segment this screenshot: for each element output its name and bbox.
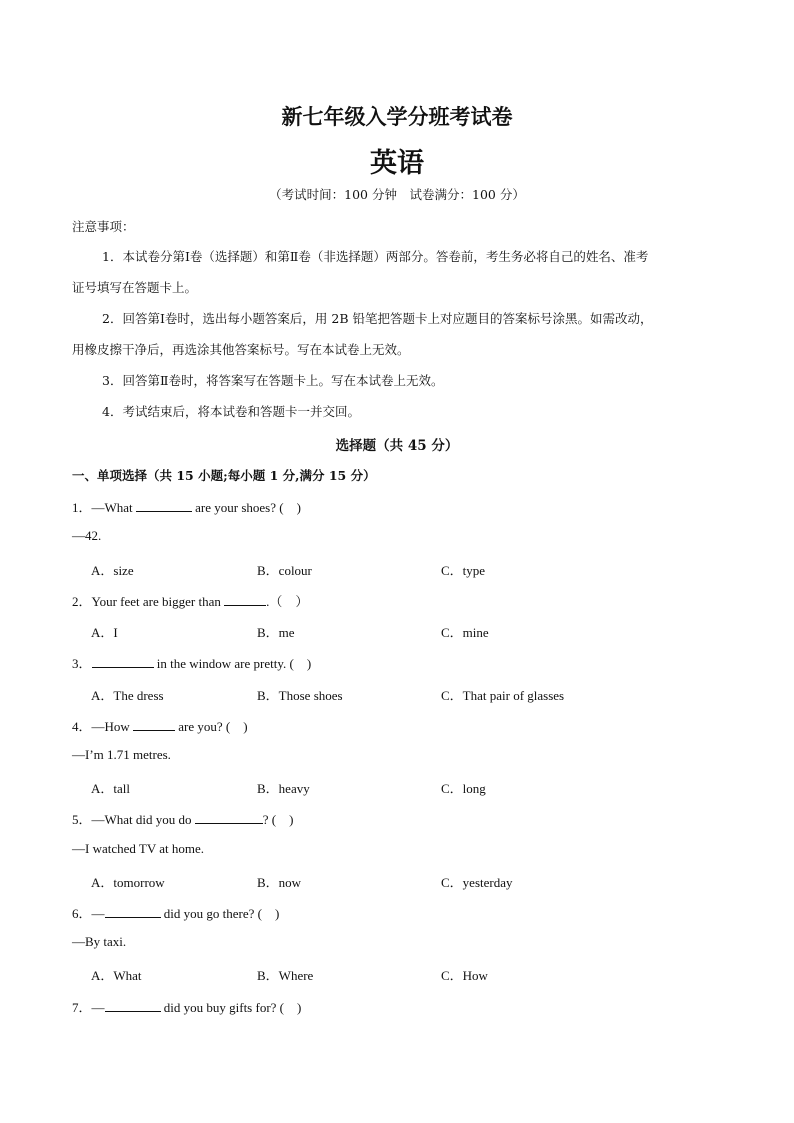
exam-info: （考试时间：100 分钟 试卷满分：100 分） xyxy=(269,187,525,202)
question-1-reply: —42. xyxy=(72,528,102,543)
question-1-option-b: B．colour xyxy=(257,563,312,578)
question-6-option-c: C．How xyxy=(441,968,488,983)
question-5-stem-end: ? ( ) xyxy=(262,812,294,827)
question-1-stem-start: 1．—What xyxy=(72,500,136,515)
question-3 xyxy=(72,653,311,672)
question-4-option-a: A．tall xyxy=(91,781,130,796)
question-5-option-a: A．tomorrow xyxy=(91,875,165,890)
answer-blank xyxy=(105,999,161,1012)
notice-item-2-line-2: 用橡皮擦干净后，再选涂其他答案标号。写在本试卷上无效。 xyxy=(72,342,410,357)
question-7-stem-start: 7．— xyxy=(72,1000,105,1015)
question-7-stem-end: did you buy gifts for? ( ) xyxy=(160,1000,302,1015)
notice-item-2-line-1: 2．回答第Ⅰ卷时，选出每小题答案后，用 2B 铅笔把答题卡上对应题目的答案标号涂黑。如需改动， xyxy=(102,311,653,326)
question-3-stem-end: in the window are pretty. ( ) xyxy=(153,656,312,671)
question-6-stem-end: did you go there? ( ) xyxy=(160,906,280,921)
question-3-option-b: B．Those shoes xyxy=(257,688,343,703)
question-2-stem-start: 2．Your feet are bigger than xyxy=(72,594,225,609)
question-1-stem-end: are your shoes? ( ) xyxy=(191,500,301,515)
question-6-option-b: B．Where xyxy=(257,968,314,983)
subject-title: 英语 xyxy=(370,148,424,179)
question-2-option-b: B．me xyxy=(257,625,295,640)
question-2-option-c: C．mine xyxy=(441,625,489,640)
notice-heading: 注意事项： xyxy=(72,219,135,234)
answer-blank xyxy=(105,905,161,918)
question-6-reply: —By taxi. xyxy=(72,934,127,949)
question-7 xyxy=(72,997,301,1016)
question-4-option-b: B．heavy xyxy=(257,781,310,796)
notice-item-1-line-2: 证号填写在答题卡上。 xyxy=(72,280,198,295)
notice-item-4 xyxy=(72,396,724,427)
question-5 xyxy=(72,809,293,828)
question-3-option-c: C．That pair of glasses xyxy=(441,688,565,703)
question-1-option-c: C．type xyxy=(441,563,486,578)
question-2 xyxy=(72,591,308,610)
question-1-option-a: A．size xyxy=(91,563,134,578)
question-4-option-c: C．long xyxy=(441,781,486,796)
question-5-option-c: C．yesterday xyxy=(441,875,513,890)
question-4-stem-end: are you? ( ) xyxy=(175,719,248,734)
question-5-stem-start: 5．—What did you do xyxy=(72,812,195,827)
question-5-option-b: B．now xyxy=(257,875,302,890)
question-2-stem-end: .（ ） xyxy=(266,594,309,609)
question-5-reply: —I watched TV at home. xyxy=(72,841,205,856)
answer-blank xyxy=(133,718,175,731)
question-4-stem-start: 4．—How xyxy=(72,719,134,734)
notice-item-4-text: 4．考试结束后，将本试卷和答题卡一并交回。 xyxy=(102,404,360,419)
answer-blank xyxy=(195,811,263,824)
question-1 xyxy=(72,497,301,516)
section-heading: 选择题（共 45 分） xyxy=(335,438,459,454)
notice-item-1 xyxy=(72,241,724,303)
part-heading: 一、单项选择（共 15 小题;每小题 1 分,满分 15 分） xyxy=(72,468,376,483)
question-4-reply: —I’m 1.71 metres. xyxy=(72,747,171,762)
question-6-stem-start: 6．— xyxy=(72,906,105,921)
answer-blank xyxy=(92,655,154,668)
question-6-option-a: A．What xyxy=(91,968,142,983)
notice-item-3 xyxy=(72,365,724,396)
question-3-stem-start: 3． xyxy=(72,656,92,671)
notice-item-1-line-1: 1．本试卷分第Ⅰ卷（选择题）和第Ⅱ卷（非选择题）两部分。答卷前，考生务必将自己的姓名、准考 xyxy=(102,249,649,264)
notice-item-2 xyxy=(72,303,724,365)
answer-blank xyxy=(224,593,266,606)
notice-item-3-text: 3．回答第Ⅱ卷时，将答案写在答题卡上。写在本试卷上无效。 xyxy=(102,373,444,388)
question-4 xyxy=(72,716,248,735)
answer-blank xyxy=(136,499,192,512)
question-2-option-a: A．I xyxy=(91,625,118,640)
exam-title: 新七年级入学分班考试卷 xyxy=(281,105,513,129)
question-6 xyxy=(72,903,279,922)
question-3-option-a: A．The dress xyxy=(91,688,164,703)
